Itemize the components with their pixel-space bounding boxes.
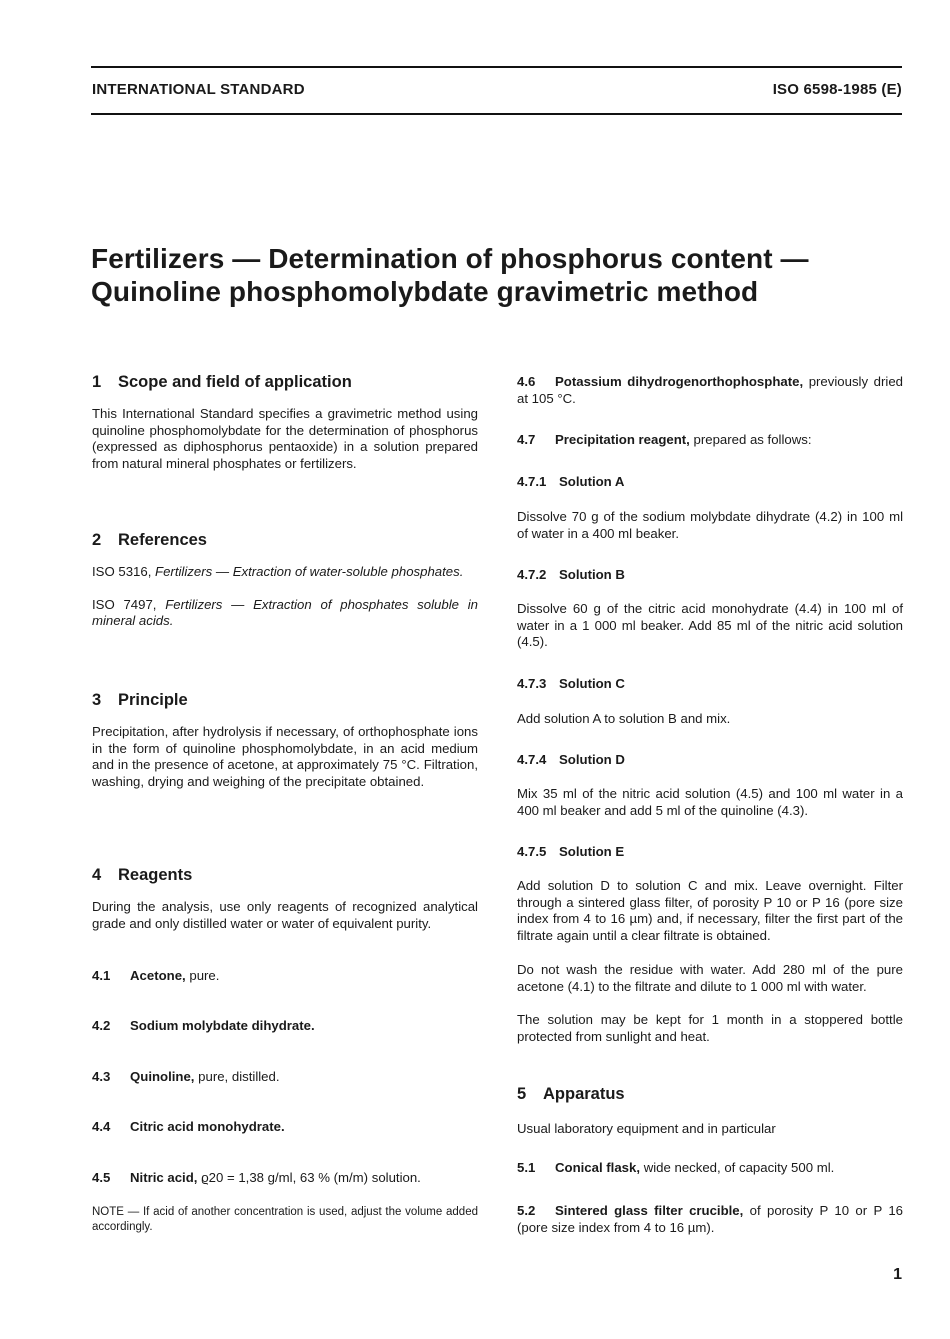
section-heading: 4 Reagents (92, 866, 193, 884)
left-column (92, 366, 478, 1246)
solution-e-text-2: Do not wash the residue with water. Add 280 ml of the pure acetone (4.1) to the filtrate and dilute to 1 000 ml with water. (517, 962, 903, 994)
subsection-heading-4-7-4: 4.7.4 Solution D (517, 752, 625, 767)
section-text: Precipitation, after hydrolysis if necessary, of orthophosphate ions in the form of quinoline phosphomolybdate, in an acid medium and in the presence of acetone, at approximately 75 °C. Filtration, washing, drying and weighing of the precipitate obtained. (92, 724, 478, 789)
section-text: This International Standard specifies a gravimetric method using quinoline phosphomolybdate for the determination of phosphorus (expressed as diphosphorus pentaoxide) in a solution prepared from natural mineral phosphates or fertilizers. (92, 406, 478, 471)
section-1 (92, 372, 478, 472)
section-heading: 2 References (92, 531, 207, 549)
apparatus-text: Usual laboratory equipment and in particular (517, 1121, 776, 1136)
section-4 (92, 865, 478, 932)
page-title (91, 242, 902, 308)
section-3 (92, 690, 478, 790)
section-heading: 1 Scope and field of application (92, 373, 352, 391)
reference-1: ISO 5316, Fertilizers — Extraction of water-soluble phosphates. (92, 564, 464, 579)
solution-c-text: Add solution A to solution B and mix. (517, 711, 731, 726)
subsection-heading-4-7-1: 4.7.1 Solution A (517, 474, 625, 489)
title-line-1: Fertilizers — Determination of phosphorus content — (91, 243, 809, 274)
apparatus-5-1: 5.1 Conical flask, wide necked, of capacity 500 ml. (517, 1160, 835, 1175)
title-line-2: Quinoline phosphomolybdate gravimetric method (91, 276, 759, 307)
reagent-4-5: 4.5 Nitric acid, ϱ20 = 1,38 g/ml, 63 % (m/m) solution. (92, 1170, 421, 1185)
solution-b-text: Dissolve 60 g of the citric acid monohydrate (4.4) in 100 ml of water in a 1 000 ml beaker. Add 85 ml of the nitric acid solution (4.5). (517, 601, 903, 650)
page-number: 1 (893, 1266, 902, 1283)
apparatus-5-2: 5.2 Sintered glass filter crucible, of porosity P 10 or P 16 (pore size index from 4 to 16 µm). (517, 1203, 904, 1235)
subsection-heading-4-7-5: 4.7.5 Solution E (517, 844, 625, 859)
reagent-4-4: 4.4 Citric acid monohydrate. (92, 1119, 285, 1134)
section-2 (92, 530, 478, 630)
subsection-heading-4-7-2: 4.7.2 Solution B (517, 567, 625, 582)
reagent-4-3: 4.3 Quinoline, pure, distilled. (92, 1069, 280, 1084)
reagent-4-1: 4.1 Acetone, pure. (92, 968, 220, 983)
document-type: INTERNATIONAL STANDARD (92, 81, 305, 98)
header-rule-bottom (91, 113, 902, 115)
section-text: During the analysis, use only reagents of recognized analytical grade and only distilled water or water of equivalent purity. (92, 899, 478, 931)
reagent-note: NOTE — If acid of another concentration is used, adjust the volume added accordingly. (92, 1206, 478, 1233)
right-column (517, 366, 903, 1246)
reagent-4-6: 4.6 Potassium dihydrogenorthophosphate, previously dried at 105 °C. (517, 374, 903, 406)
reference-2: ISO 7497, Fertilizers — Extraction of phosphates soluble in mineral acids. (92, 596, 478, 629)
solution-a-text: Dissolve 70 g of the sodium molybdate dihydrate (4.2) in 100 ml of water in a 400 ml beaker. (517, 509, 903, 541)
subsection-heading-4-7-3: 4.7.3 Solution C (517, 676, 625, 691)
solution-e-text-1: Add solution D to solution C and mix. Leave overnight. Filter through a sintered glass filter, of porosity P 10 or P 16 (pore size index from 4 to 16 µm) and, if necessary, filter the first part of the filtrate again until a clear filtrate is obtained. (517, 878, 903, 943)
header-rule-top (91, 66, 902, 68)
solution-e-text-3: The solution may be kept for 1 month in a stoppered bottle protected from sunlight and heat. (517, 1012, 903, 1044)
section-heading-5: 5 Apparatus (517, 1085, 625, 1103)
standard-number: ISO 6598-1985 (E) (772, 81, 902, 98)
reagent-4-2: 4.2 Sodium molybdate dihydrate. (92, 1018, 315, 1033)
section-heading: 3 Principle (92, 691, 188, 709)
solution-d-text: Mix 35 ml of the nitric acid solution (4.5) and 100 ml water in a 400 ml beaker and add 5 ml of the quinoline (4.3). (517, 786, 903, 818)
reagent-4-7: 4.7 Precipitation reagent, prepared as follows: (517, 432, 812, 447)
